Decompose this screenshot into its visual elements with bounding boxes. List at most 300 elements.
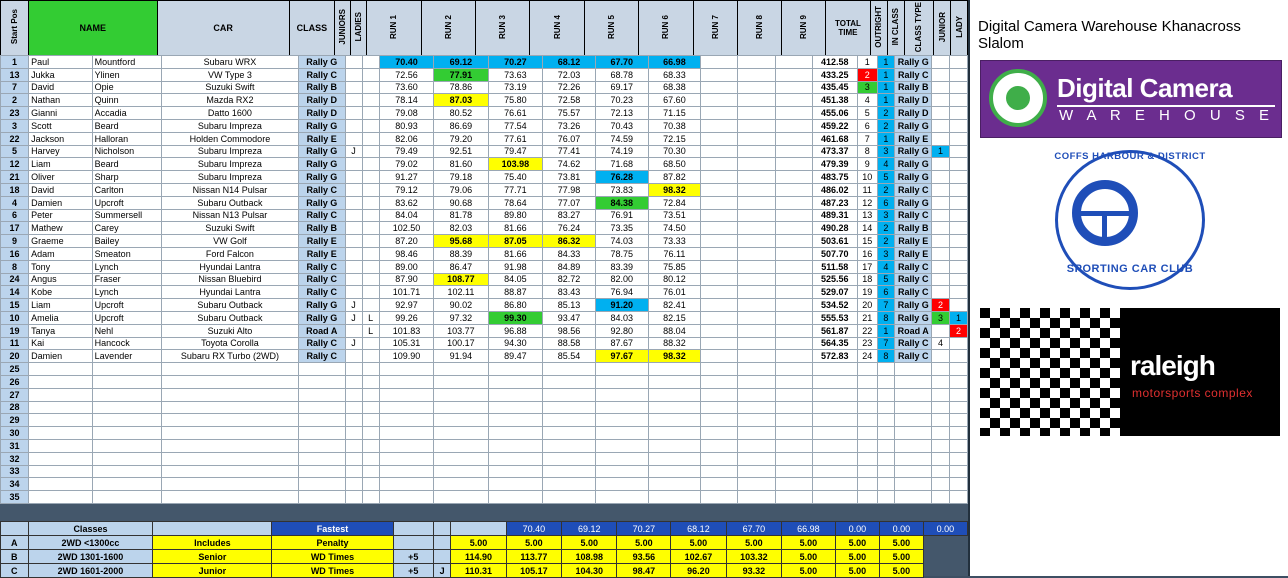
cell-run-4[interactable]: 72.26 [543, 81, 596, 94]
cell-lady-rank[interactable] [949, 222, 967, 235]
cell-car[interactable]: Mazda RX2 [161, 94, 298, 107]
cell-class-type[interactable]: Rally B [895, 81, 932, 94]
cell-class[interactable]: Rally C [298, 273, 345, 286]
cell-junior-flag[interactable] [345, 414, 362, 427]
cell-junior-flag[interactable] [345, 235, 362, 248]
cell-run-9[interactable] [775, 68, 812, 81]
cell-junior-rank[interactable]: 4 [932, 337, 950, 350]
results-table[interactable] [0, 55, 968, 504]
cell-run-9[interactable] [775, 299, 812, 312]
cell-first-name[interactable]: Paul [29, 56, 93, 69]
cell-run-2[interactable]: 103.77 [434, 324, 488, 337]
cell-lady-rank[interactable] [949, 491, 967, 504]
cell-run-8[interactable] [738, 427, 775, 440]
cell-run-8[interactable] [738, 273, 775, 286]
cell-run-8[interactable] [738, 311, 775, 324]
cell-class-type[interactable]: Rally E [895, 132, 932, 145]
cell-outright[interactable] [857, 452, 877, 465]
cell-class-type[interactable]: Rally G [895, 171, 932, 184]
cell-start-pos[interactable]: 32 [1, 452, 29, 465]
cell-first-name[interactable]: Jackson [29, 132, 93, 145]
cell-run-7[interactable] [701, 247, 738, 260]
cell-run-6[interactable]: 72.84 [648, 196, 701, 209]
cell-first-name[interactable]: Harvey [29, 145, 93, 158]
cell-lady-flag[interactable] [362, 491, 379, 504]
cell-total-time[interactable]: 511.58 [812, 260, 857, 273]
cell-run-4[interactable]: 73.26 [543, 119, 596, 132]
cell-class-type[interactable]: Rally C [895, 68, 932, 81]
cell-lady-rank[interactable] [949, 94, 967, 107]
cell-run-8[interactable] [738, 414, 775, 427]
cell-run-7[interactable] [701, 119, 738, 132]
cell-run-8[interactable] [738, 401, 775, 414]
cell-car[interactable]: Subaru Impreza [161, 171, 298, 184]
cell-run-3[interactable] [488, 388, 542, 401]
cell-lady-rank[interactable] [949, 350, 967, 363]
cell-lady-rank[interactable] [949, 107, 967, 120]
cell-run-6[interactable]: 80.12 [648, 273, 701, 286]
cell-car[interactable]: Suzuki Swift [161, 81, 298, 94]
cell-run-8[interactable] [738, 107, 775, 120]
cell-total-time[interactable] [812, 478, 857, 491]
cell-lady-flag[interactable] [362, 145, 379, 158]
table-row[interactable] [1, 81, 968, 94]
cell-run-7[interactable] [701, 68, 738, 81]
cell-start-pos[interactable]: 4 [1, 196, 29, 209]
cell-lady-rank[interactable] [949, 337, 967, 350]
cell-run-2[interactable]: 81.60 [434, 158, 488, 171]
cell-outright[interactable] [857, 478, 877, 491]
cell-first-name[interactable]: Damien [29, 350, 93, 363]
table-row[interactable] [1, 158, 968, 171]
cell-run-9[interactable] [775, 145, 812, 158]
cell-junior-rank[interactable]: 1 [932, 145, 950, 158]
cell-last-name[interactable]: Summersell [92, 209, 161, 222]
table-row[interactable] [1, 465, 968, 478]
cell-run-4[interactable]: 98.56 [543, 324, 596, 337]
cell-first-name[interactable]: Peter [29, 209, 93, 222]
cell-run-1[interactable]: 70.40 [379, 56, 433, 69]
cell-class[interactable]: Rally C [298, 183, 345, 196]
cell-run-7[interactable] [701, 196, 738, 209]
cell-run-6[interactable] [648, 427, 701, 440]
table-row[interactable] [1, 414, 968, 427]
cell-total-time[interactable] [812, 414, 857, 427]
cell-run-4[interactable]: 76.24 [543, 222, 596, 235]
cell-in-class[interactable]: 8 [877, 350, 895, 363]
cell-lady-flag[interactable] [362, 452, 379, 465]
cell-run-5[interactable]: 83.39 [595, 260, 648, 273]
cell-lady-flag[interactable] [362, 56, 379, 69]
cell-class-type[interactable] [895, 375, 932, 388]
cell-junior-flag[interactable] [345, 401, 362, 414]
cell-in-class[interactable]: 2 [877, 222, 895, 235]
cell-run-9[interactable] [775, 273, 812, 286]
cell-run-4[interactable]: 73.81 [543, 171, 596, 184]
cell-run-1[interactable] [379, 427, 433, 440]
cell-junior-flag[interactable] [345, 81, 362, 94]
cell-run-5[interactable] [595, 439, 648, 452]
cell-lady-flag[interactable] [362, 350, 379, 363]
cell-run-4[interactable]: 77.98 [543, 183, 596, 196]
cell-junior-flag[interactable] [345, 158, 362, 171]
cell-outright[interactable]: 6 [857, 119, 877, 132]
cell-run-2[interactable] [434, 439, 488, 452]
cell-total-time[interactable] [812, 452, 857, 465]
cell-junior-flag[interactable] [345, 260, 362, 273]
cell-lady-flag[interactable] [362, 286, 379, 299]
cell-lady-rank[interactable] [949, 235, 967, 248]
cell-start-pos[interactable]: 31 [1, 439, 29, 452]
cell-run-2[interactable]: 91.94 [434, 350, 488, 363]
cell-lady-rank[interactable] [949, 145, 967, 158]
cell-outright[interactable] [857, 388, 877, 401]
cell-last-name[interactable]: Hancock [92, 337, 161, 350]
cell-run-8[interactable] [738, 68, 775, 81]
cell-run-9[interactable] [775, 56, 812, 69]
cell-run-9[interactable] [775, 452, 812, 465]
cell-outright[interactable] [857, 439, 877, 452]
cell-last-name[interactable]: Accadia [92, 107, 161, 120]
cell-outright[interactable]: 2 [857, 68, 877, 81]
cell-run-7[interactable] [701, 286, 738, 299]
cell-class-type[interactable]: Rally C [895, 183, 932, 196]
cell-class-type[interactable]: Rally G [895, 145, 932, 158]
cell-lady-flag[interactable] [362, 388, 379, 401]
cell-run-3[interactable]: 89.80 [488, 209, 542, 222]
cell-outright[interactable]: 4 [857, 94, 877, 107]
cell-first-name[interactable]: Amelia [29, 311, 93, 324]
cell-run-8[interactable] [738, 81, 775, 94]
cell-car[interactable] [161, 401, 298, 414]
cell-run-7[interactable] [701, 363, 738, 376]
cell-run-7[interactable] [701, 222, 738, 235]
cell-run-3[interactable]: 78.64 [488, 196, 542, 209]
cell-total-time[interactable]: 486.02 [812, 183, 857, 196]
cell-class[interactable]: Rally E [298, 247, 345, 260]
cell-class[interactable] [298, 414, 345, 427]
cell-run-7[interactable] [701, 132, 738, 145]
cell-outright[interactable] [857, 491, 877, 504]
cell-lady-flag[interactable] [362, 337, 379, 350]
cell-class-type[interactable]: Rally G [895, 311, 932, 324]
cell-run-2[interactable] [434, 401, 488, 414]
cell-class[interactable]: Rally C [298, 286, 345, 299]
cell-start-pos[interactable]: 25 [1, 363, 29, 376]
cell-junior-flag[interactable] [345, 56, 362, 69]
cell-class[interactable] [298, 465, 345, 478]
table-row[interactable] [1, 324, 968, 337]
cell-last-name[interactable]: Nehl [92, 324, 161, 337]
table-row[interactable] [1, 171, 968, 184]
cell-junior-rank[interactable] [932, 324, 950, 337]
cell-run-3[interactable]: 84.05 [488, 273, 542, 286]
cell-first-name[interactable] [29, 414, 93, 427]
cell-last-name[interactable]: Lynch [92, 260, 161, 273]
cell-first-name[interactable] [29, 452, 93, 465]
cell-run-3[interactable] [488, 465, 542, 478]
cell-run-1[interactable] [379, 491, 433, 504]
cell-run-1[interactable]: 83.62 [379, 196, 433, 209]
cell-in-class[interactable]: 3 [877, 247, 895, 260]
cell-in-class[interactable]: 2 [877, 183, 895, 196]
cell-total-time[interactable]: 459.22 [812, 119, 857, 132]
cell-last-name[interactable] [92, 427, 161, 440]
cell-run-4[interactable]: 84.33 [543, 247, 596, 260]
cell-outright[interactable]: 17 [857, 260, 877, 273]
cell-run-9[interactable] [775, 196, 812, 209]
cell-junior-rank[interactable]: 2 [932, 299, 950, 312]
cell-lady-rank[interactable] [949, 81, 967, 94]
cell-in-class[interactable]: 1 [877, 81, 895, 94]
cell-in-class[interactable]: 6 [877, 286, 895, 299]
cell-class-type[interactable]: Rally C [895, 350, 932, 363]
cell-run-4[interactable] [543, 427, 596, 440]
cell-first-name[interactable] [29, 363, 93, 376]
cell-run-8[interactable] [738, 247, 775, 260]
cell-total-time[interactable]: 572.83 [812, 350, 857, 363]
cell-run-7[interactable] [701, 324, 738, 337]
table-row[interactable] [1, 286, 968, 299]
table-row[interactable] [1, 273, 968, 286]
cell-first-name[interactable]: Gianni [29, 107, 93, 120]
cell-total-time[interactable]: 479.39 [812, 158, 857, 171]
cell-class[interactable] [298, 452, 345, 465]
cell-last-name[interactable]: Lavender [92, 350, 161, 363]
cell-lady-flag[interactable] [362, 465, 379, 478]
cell-junior-rank[interactable] [932, 375, 950, 388]
cell-run-2[interactable]: 97.32 [434, 311, 488, 324]
cell-run-5[interactable]: 82.00 [595, 273, 648, 286]
cell-lady-rank[interactable] [949, 247, 967, 260]
cell-lady-flag[interactable] [362, 439, 379, 452]
cell-run-5[interactable]: 70.23 [595, 94, 648, 107]
cell-start-pos[interactable]: 14 [1, 286, 29, 299]
cell-run-7[interactable] [701, 260, 738, 273]
cell-total-time[interactable]: 564.35 [812, 337, 857, 350]
cell-lady-rank[interactable] [949, 260, 967, 273]
cell-class[interactable]: Rally G [298, 171, 345, 184]
cell-run-4[interactable]: 85.13 [543, 299, 596, 312]
cell-in-class[interactable]: 4 [877, 158, 895, 171]
table-row[interactable] [1, 56, 968, 69]
cell-class[interactable] [298, 427, 345, 440]
cell-car[interactable]: Subaru Outback [161, 299, 298, 312]
cell-run-1[interactable] [379, 363, 433, 376]
cell-in-class[interactable] [877, 375, 895, 388]
cell-in-class[interactable]: 2 [877, 235, 895, 248]
cell-run-7[interactable] [701, 299, 738, 312]
cell-run-5[interactable] [595, 388, 648, 401]
cell-lady-rank[interactable] [949, 439, 967, 452]
cell-total-time[interactable]: 525.56 [812, 273, 857, 286]
table-row[interactable] [1, 337, 968, 350]
cell-junior-rank[interactable] [932, 68, 950, 81]
cell-class-type[interactable] [895, 363, 932, 376]
cell-run-5[interactable] [595, 363, 648, 376]
cell-run-1[interactable]: 87.20 [379, 235, 433, 248]
cell-junior-flag[interactable] [345, 107, 362, 120]
cell-lady-rank[interactable] [949, 209, 967, 222]
cell-run-2[interactable]: 78.86 [434, 81, 488, 94]
cell-class[interactable] [298, 388, 345, 401]
cell-run-9[interactable] [775, 235, 812, 248]
table-row[interactable] [1, 375, 968, 388]
cell-first-name[interactable] [29, 465, 93, 478]
cell-run-5[interactable] [595, 401, 648, 414]
cell-run-6[interactable]: 98.32 [648, 183, 701, 196]
cell-in-class[interactable] [877, 427, 895, 440]
cell-junior-rank[interactable] [932, 260, 950, 273]
cell-total-time[interactable]: 561.87 [812, 324, 857, 337]
cell-run-3[interactable]: 70.27 [488, 56, 542, 69]
cell-lady-rank[interactable] [949, 375, 967, 388]
table-row[interactable] [1, 452, 968, 465]
cell-junior-rank[interactable] [932, 222, 950, 235]
cell-run-6[interactable] [648, 414, 701, 427]
cell-run-7[interactable] [701, 427, 738, 440]
cell-junior-rank[interactable] [932, 132, 950, 145]
cell-outright[interactable]: 5 [857, 107, 877, 120]
cell-lady-rank[interactable] [949, 401, 967, 414]
cell-run-1[interactable] [379, 465, 433, 478]
cell-run-2[interactable] [434, 427, 488, 440]
cell-lady-rank[interactable] [949, 196, 967, 209]
cell-start-pos[interactable]: 29 [1, 414, 29, 427]
cell-lady-rank[interactable] [949, 119, 967, 132]
cell-junior-rank[interactable] [932, 273, 950, 286]
cell-run-3[interactable]: 75.40 [488, 171, 542, 184]
cell-total-time[interactable]: 487.23 [812, 196, 857, 209]
cell-run-1[interactable]: 80.93 [379, 119, 433, 132]
table-row[interactable] [1, 94, 968, 107]
cell-run-6[interactable]: 68.33 [648, 68, 701, 81]
cell-first-name[interactable] [29, 478, 93, 491]
cell-car[interactable]: Hyundai Lantra [161, 286, 298, 299]
cell-run-2[interactable]: 87.03 [434, 94, 488, 107]
cell-first-name[interactable]: Kai [29, 337, 93, 350]
cell-junior-flag[interactable] [345, 324, 362, 337]
cell-run-3[interactable]: 79.47 [488, 145, 542, 158]
cell-class-type[interactable]: Road A [895, 324, 932, 337]
cell-junior-rank[interactable] [932, 196, 950, 209]
cell-car[interactable]: Datto 1600 [161, 107, 298, 120]
cell-in-class[interactable] [877, 401, 895, 414]
cell-junior-rank[interactable] [932, 452, 950, 465]
cell-run-4[interactable]: 88.58 [543, 337, 596, 350]
table-row[interactable] [1, 260, 968, 273]
cell-start-pos[interactable]: 15 [1, 299, 29, 312]
cell-run-1[interactable]: 91.27 [379, 171, 433, 184]
cell-run-2[interactable]: 69.12 [434, 56, 488, 69]
cell-class[interactable]: Rally G [298, 311, 345, 324]
cell-lady-flag[interactable] [362, 414, 379, 427]
cell-run-4[interactable] [543, 401, 596, 414]
cell-start-pos[interactable]: 20 [1, 350, 29, 363]
cell-in-class[interactable]: 7 [877, 299, 895, 312]
cell-lady-rank[interactable] [949, 388, 967, 401]
cell-last-name[interactable]: Mountford [92, 56, 161, 69]
cell-start-pos[interactable]: 1 [1, 56, 29, 69]
cell-run-7[interactable] [701, 56, 738, 69]
cell-in-class[interactable]: 1 [877, 56, 895, 69]
cell-run-2[interactable] [434, 363, 488, 376]
cell-total-time[interactable]: 455.06 [812, 107, 857, 120]
cell-run-7[interactable] [701, 235, 738, 248]
cell-run-8[interactable] [738, 235, 775, 248]
cell-run-6[interactable] [648, 439, 701, 452]
cell-last-name[interactable] [92, 465, 161, 478]
cell-run-8[interactable] [738, 363, 775, 376]
cell-car[interactable]: Subaru Impreza [161, 158, 298, 171]
cell-car[interactable]: Hyundai Lantra [161, 260, 298, 273]
cell-last-name[interactable]: Upcroft [92, 299, 161, 312]
cell-run-8[interactable] [738, 145, 775, 158]
table-row[interactable] [1, 68, 968, 81]
cell-run-6[interactable] [648, 401, 701, 414]
cell-in-class[interactable] [877, 388, 895, 401]
cell-car[interactable] [161, 465, 298, 478]
cell-run-3[interactable] [488, 375, 542, 388]
cell-junior-rank[interactable] [932, 439, 950, 452]
cell-class[interactable]: Rally C [298, 68, 345, 81]
cell-run-4[interactable] [543, 439, 596, 452]
cell-run-3[interactable] [488, 439, 542, 452]
cell-last-name[interactable]: Carey [92, 222, 161, 235]
cell-junior-rank[interactable] [932, 56, 950, 69]
cell-class[interactable]: Rally E [298, 235, 345, 248]
cell-total-time[interactable]: 461.68 [812, 132, 857, 145]
cell-junior-rank[interactable] [932, 414, 950, 427]
cell-lady-rank[interactable]: 1 [949, 311, 967, 324]
cell-run-7[interactable] [701, 439, 738, 452]
cell-class[interactable]: Rally C [298, 209, 345, 222]
cell-run-5[interactable]: 84.38 [595, 196, 648, 209]
cell-in-class[interactable] [877, 414, 895, 427]
cell-junior-flag[interactable] [345, 132, 362, 145]
cell-run-5[interactable]: 87.67 [595, 337, 648, 350]
cell-class-type[interactable] [895, 414, 932, 427]
cell-run-9[interactable] [775, 427, 812, 440]
table-row[interactable] [1, 299, 968, 312]
cell-run-3[interactable]: 89.47 [488, 350, 542, 363]
cell-run-6[interactable]: 76.11 [648, 247, 701, 260]
cell-run-1[interactable]: 79.08 [379, 107, 433, 120]
cell-lady-rank[interactable]: 2 [949, 324, 967, 337]
cell-last-name[interactable]: Nicholson [92, 145, 161, 158]
cell-junior-flag[interactable] [345, 286, 362, 299]
cell-junior-flag[interactable] [345, 439, 362, 452]
cell-run-5[interactable]: 78.75 [595, 247, 648, 260]
cell-car[interactable]: Subaru Outback [161, 196, 298, 209]
cell-run-3[interactable]: 99.30 [488, 311, 542, 324]
cell-last-name[interactable]: Beard [92, 119, 161, 132]
cell-run-2[interactable]: 108.77 [434, 273, 488, 286]
cell-junior-rank[interactable] [932, 94, 950, 107]
cell-run-7[interactable] [701, 401, 738, 414]
cell-lady-flag[interactable] [362, 81, 379, 94]
cell-in-class[interactable]: 8 [877, 311, 895, 324]
cell-outright[interactable]: 21 [857, 311, 877, 324]
cell-outright[interactable] [857, 363, 877, 376]
cell-run-3[interactable]: 94.30 [488, 337, 542, 350]
cell-in-class[interactable] [877, 465, 895, 478]
cell-run-9[interactable] [775, 222, 812, 235]
cell-junior-flag[interactable] [345, 363, 362, 376]
cell-car[interactable]: Ford Falcon [161, 247, 298, 260]
cell-lady-flag[interactable] [362, 273, 379, 286]
cell-in-class[interactable] [877, 491, 895, 504]
